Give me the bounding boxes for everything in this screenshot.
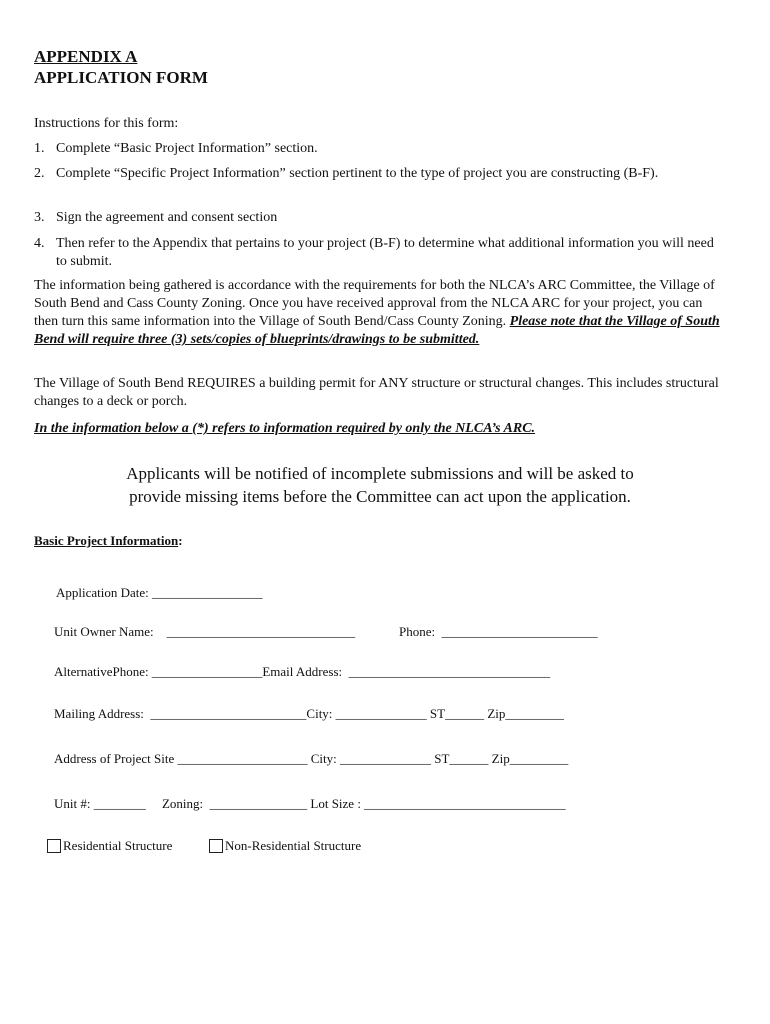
non-residential-option[interactable] bbox=[209, 838, 361, 854]
residential-label: Residential Structure bbox=[63, 838, 173, 853]
asterisk-note: In the information below a (*) refers to information required by only the NLCA’s ARC. bbox=[34, 421, 536, 436]
non-residential-checkbox[interactable] bbox=[209, 839, 223, 853]
instruction-number: 4. bbox=[34, 236, 45, 251]
mailing-address-field[interactable]: Mailing Address: ________________________City: ______________ ST______ Zip_________ bbox=[54, 706, 564, 721]
application-date-field[interactable]: Application Date: _________________ bbox=[56, 585, 263, 600]
project-site-address-field[interactable]: Address of Project Site ____________________ City: ______________ ST______ Zip_________ bbox=[54, 751, 569, 766]
notice-line-1: Applicants will be notified of incomplete submissions and will be asked to bbox=[126, 464, 634, 483]
basic-info-colon: : bbox=[178, 533, 183, 548]
blueprint-requirement-note: Please note that the Village of South Bend will require three (3) sets/copies of blueprints/drawings to be submitted. bbox=[34, 314, 720, 347]
permit-paragraph: The Village of South Bend REQUIRES a building permit for ANY structure or structural changes. This includes structural changes to a deck or porch. bbox=[34, 376, 719, 409]
residential-checkbox[interactable] bbox=[47, 839, 61, 853]
alt-phone-email-field[interactable]: AlternativePhone: _________________Email Address: _______________________________ bbox=[54, 664, 551, 679]
instruction-text: Then refer to the Appendix that pertains to your project (B-F) to determine what additional information you will need to submit. bbox=[56, 236, 714, 269]
instruction-number: 3. bbox=[34, 210, 45, 225]
instruction-number: 2. bbox=[34, 166, 45, 181]
info-paragraph-text: The information being gathered is accordance with the requirements for both the NLCA’s ARC Committee, the Village of South Bend and Cass County Zoning. Once you have received approval from the NLCA ARC for your project, you can then turn this same information into the Village of South Bend/Cass County Zoning. bbox=[34, 278, 715, 329]
instruction-number: 1. bbox=[34, 141, 45, 156]
instruction-text: Complete “Basic Project Information” section. bbox=[56, 141, 318, 156]
residential-option[interactable] bbox=[47, 838, 172, 854]
notice-line-2: provide missing items before the Committee can act upon the application. bbox=[129, 487, 631, 506]
appendix-title: APPENDIX A bbox=[34, 47, 138, 66]
phone-field[interactable]: Phone: ________________________ bbox=[399, 624, 598, 639]
form-title: APPLICATION FORM bbox=[34, 68, 208, 87]
info-paragraph bbox=[34, 277, 724, 349]
instructions-intro: Instructions for this form: bbox=[34, 116, 179, 131]
instruction-text: Complete “Specific Project Information” section pertinent to the type of project you are constructing (B-F). bbox=[56, 166, 659, 181]
non-residential-label: Non-Residential Structure bbox=[225, 838, 362, 853]
basic-info-heading bbox=[34, 533, 183, 549]
instruction-text: Sign the agreement and consent section bbox=[56, 210, 278, 225]
basic-info-title: Basic Project Information bbox=[34, 533, 179, 548]
unit-owner-name-field[interactable]: Unit Owner Name: _____________________________ bbox=[54, 624, 356, 639]
unit-zoning-lot-field[interactable]: Unit #: ________ Zoning: _______________ Lot Size : _______________________________ bbox=[54, 796, 566, 811]
